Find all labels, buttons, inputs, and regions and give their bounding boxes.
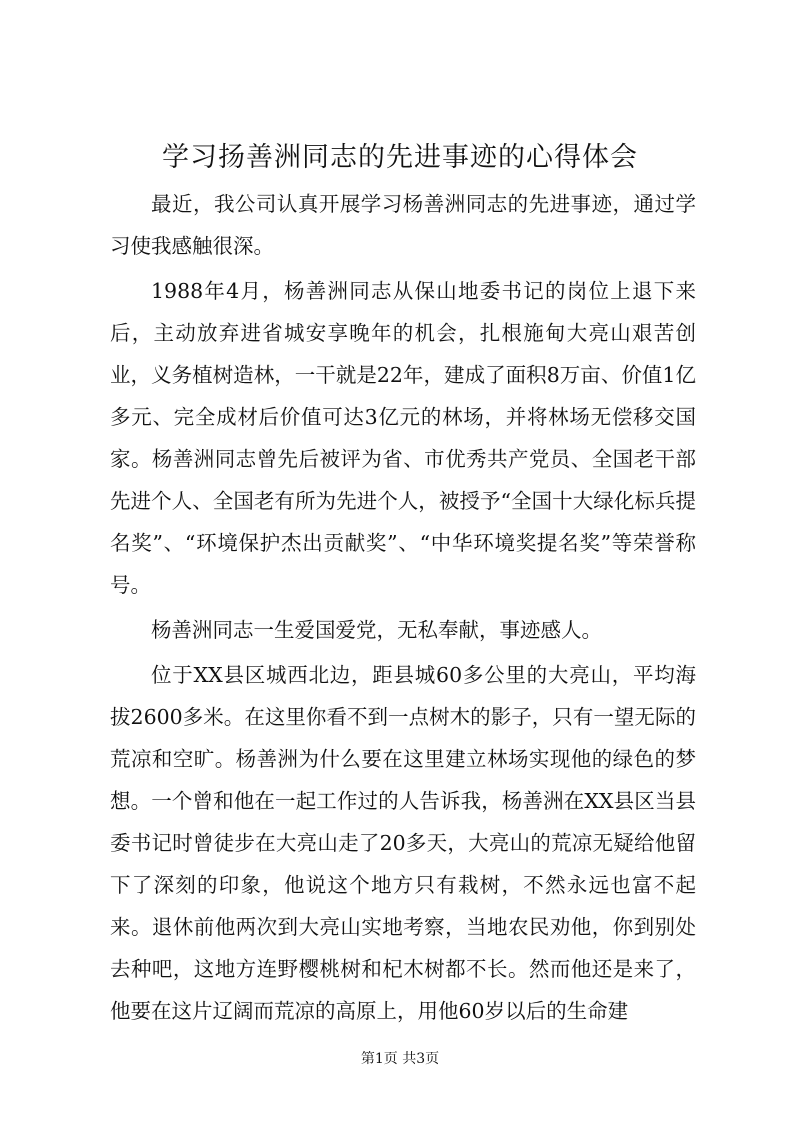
document-body [110,183,696,1032]
paragraph-daliangshan: 位于XX县区城西北边，距县城60多公里的大亮山，平均海拔2600多米。在这里你看不到一点树木的影子，只有一望无际的荒凉和空旷。杨善洲为什么要在这里建立林场实现他的绿色的梦想。一个曾和他在一起工作过的人告诉我，杨善洲在XX县区当县委书记时曾徒步在大亮山走了20多天，大亮山的荒凉无疑给他留下了深刻的印象，他说这个地方只有栽树，不然永远也富不起来。退休前他两次到大亮山实地考察，当地农民劝他，你到别处去种吧，这地方连野樱桃树和杞木树都不长。然而他还是来了，他要在这片辽阔而荒凉的高原上，用他60岁以后的生命建 [110,663,696,1023]
paragraph-intro: 最近，我公司认真开展学习杨善洲同志的先进事迹，通过学习使我感触很深。 [110,192,696,258]
document-title: 学习扬善洲同志的先进事迹的心得体会 [162,142,638,173]
page-footer: 第1页 共3页 [360,1051,440,1067]
paragraph-dedication: 杨善洲同志一生爱国爱党，无私奉献，事迹感人。 [151,618,602,642]
paragraph-1988: 1988年4月，杨善洲同志从保山地委书记的岗位上退下来后，主动放弃进省城安享晚年的机会，扎根施甸大亮山艰苦创业，义务植树造林，一干就是22年，建成了面积8万亩、价值1亿多元、完全成材后价值可达3亿元的林场，并将林场无偿移交国家。杨善洲同志曾先后被评为省、市优秀共产党员、全国老干部先进个人、全国老有所为先进个人，被授予“全国十大绿化标兵提名奖”、“环境保护杰出贡献奖”、“中华环境奖提名奖”等荣誉称号。 [110,279,696,597]
